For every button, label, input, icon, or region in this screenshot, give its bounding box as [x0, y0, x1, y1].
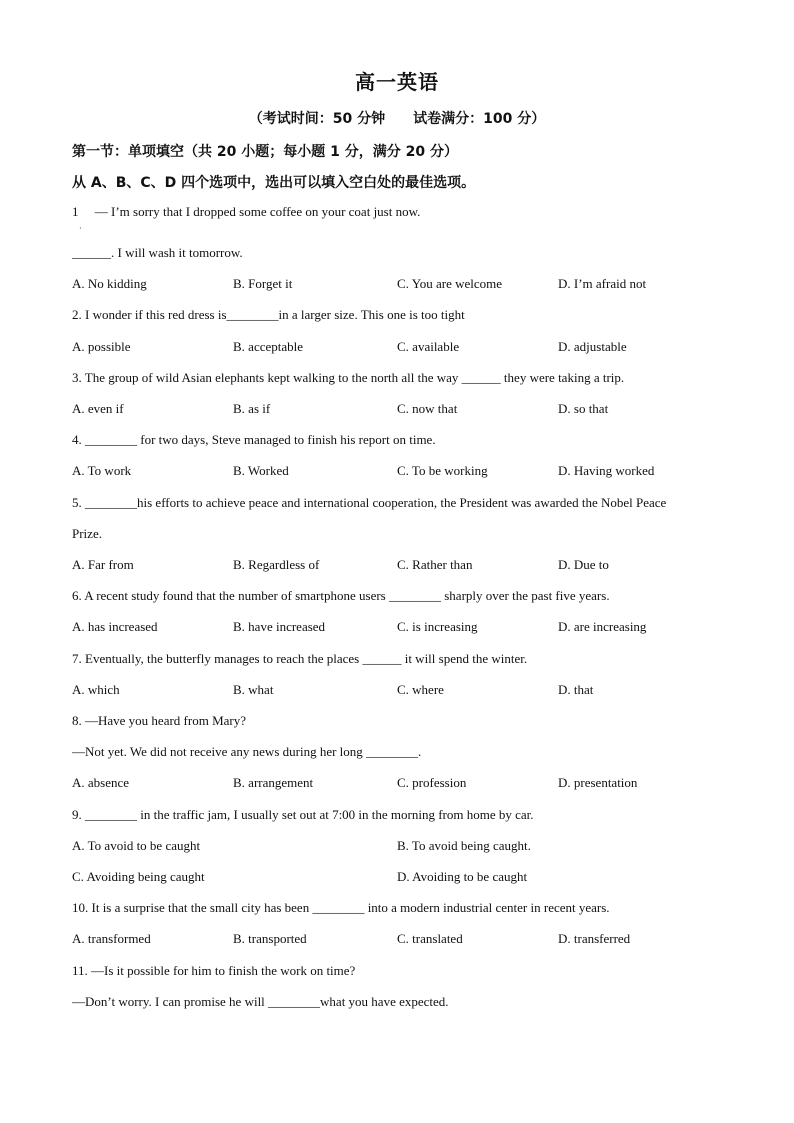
question-1-response: ______. I will wash it tomorrow. [72, 245, 243, 260]
question-2-options [72, 339, 732, 355]
option-a[interactable]: A. No kidding [72, 276, 147, 291]
question-9-options-row2 [72, 869, 732, 885]
option-d[interactable]: D. adjustable [558, 339, 627, 354]
option-b[interactable]: B. To avoid being caught. [397, 838, 531, 853]
option-b[interactable]: B. what [233, 682, 274, 697]
question-6-text: 6. A recent study found that the number of smartphone users ________ sharply over the past five years. [72, 588, 610, 603]
option-c[interactable]: C. where [397, 682, 444, 697]
question-5-text: 5. ________his efforts to achieve peace and international cooperation, the President was awarded the Nobel Peace [72, 495, 667, 510]
exam-info [0, 108, 794, 128]
option-b[interactable]: B. arrangement [233, 775, 314, 790]
page-title: 高一英语 [355, 70, 439, 94]
question-8-options [72, 775, 732, 791]
question-8-text: 8. —Have you heard from Mary? [72, 713, 246, 728]
option-c[interactable]: C. translated [397, 931, 463, 946]
option-b[interactable]: B. Worked [233, 463, 289, 478]
option-c[interactable]: C. is increasing [397, 619, 478, 634]
option-b[interactable]: B. have increased [233, 619, 326, 634]
option-c[interactable]: C. You are welcome [397, 276, 503, 291]
question-5-options [72, 557, 732, 573]
option-a[interactable]: A. has increased [72, 619, 158, 634]
option-b[interactable]: B. as if [233, 401, 271, 416]
option-b[interactable]: B. transported [233, 931, 307, 946]
option-c[interactable]: C. Rather than [397, 557, 473, 572]
question-3-options [72, 401, 732, 417]
option-a[interactable]: A. which [72, 682, 120, 697]
option-a[interactable]: A. To avoid to be caught [72, 838, 201, 853]
question-9-text: 9. ________ in the traffic jam, I usually set out at 7:00 in the morning from home by car. [72, 807, 534, 822]
question-10-text: 10. It is a surprise that the small city has been ________ into a modern industrial center in recent years. [72, 900, 610, 915]
option-c[interactable]: C. Avoiding being caught [72, 869, 205, 884]
question-3-text: 3. The group of wild Asian elephants kept walking to the north all the way ______ they were taking a trip. [72, 370, 625, 385]
question-11-response: —Don’t worry. I can promise he will ________what you have expected. [72, 994, 449, 1009]
option-d[interactable]: D. that [558, 682, 594, 697]
question-1-options [72, 276, 732, 292]
question-4-options [72, 463, 732, 479]
option-a[interactable]: A. possible [72, 339, 131, 354]
option-d[interactable]: D. Due to [558, 557, 609, 572]
question-2-text: 2. I wonder if this red dress is________in a larger size. This one is too tight [72, 307, 465, 322]
stray-dot: · [79, 224, 82, 233]
option-d[interactable]: D. Having worked [558, 463, 655, 478]
option-d[interactable]: D. transferred [558, 931, 631, 946]
question-11-text: 11. —Is it possible for him to finish the work on time? [72, 963, 356, 978]
exam-score: 试卷满分：100 分） [413, 111, 546, 127]
question-10-options [72, 931, 732, 947]
question-7-text: 7. Eventually, the butterfly manages to reach the places ______ it will spend the winter. [72, 651, 528, 666]
option-a[interactable]: A. To work [72, 463, 132, 478]
section-heading: 第一节：单项填空（共 20 小题；每小题 1 分，满分 20 分） [72, 144, 458, 160]
question-9-options-row1 [72, 838, 732, 854]
option-b[interactable]: B. Forget it [233, 276, 293, 291]
option-a[interactable]: A. even if [72, 401, 124, 416]
question-4-text: 4. ________ for two days, Steve managed to finish his report on time. [72, 432, 436, 447]
option-d[interactable]: D. so that [558, 401, 609, 416]
option-a[interactable]: A. Far from [72, 557, 134, 572]
option-d[interactable]: D. Avoiding to be caught [397, 869, 528, 884]
option-a[interactable]: A. transformed [72, 931, 151, 946]
exam-time: （考试时间：50 分钟 [248, 111, 386, 127]
option-c[interactable]: C. available [397, 339, 460, 354]
question-7-options [72, 682, 732, 698]
option-d[interactable]: D. presentation [558, 775, 638, 790]
option-c[interactable]: C. now that [397, 401, 458, 416]
question-1-text: 1 — I’m sorry that I dropped some coffee on your coat just now. [72, 204, 421, 219]
question-8-response: —Not yet. We did not receive any news during her long ________. [72, 744, 422, 759]
option-d[interactable]: D. are increasing [558, 619, 647, 634]
option-c[interactable]: C. profession [397, 775, 467, 790]
option-b[interactable]: B. acceptable [233, 339, 304, 354]
question-6-options [72, 619, 732, 635]
question-5-text-cont: Prize. [72, 526, 102, 541]
option-c[interactable]: C. To be working [397, 463, 488, 478]
option-a[interactable]: A. absence [72, 775, 130, 790]
option-d[interactable]: D. I’m afraid not [558, 276, 647, 291]
option-b[interactable]: B. Regardless of [233, 557, 320, 572]
section-instruction: 从 A、B、C、D 四个选项中，选出可以填入空白处的最佳选项。 [72, 175, 476, 191]
